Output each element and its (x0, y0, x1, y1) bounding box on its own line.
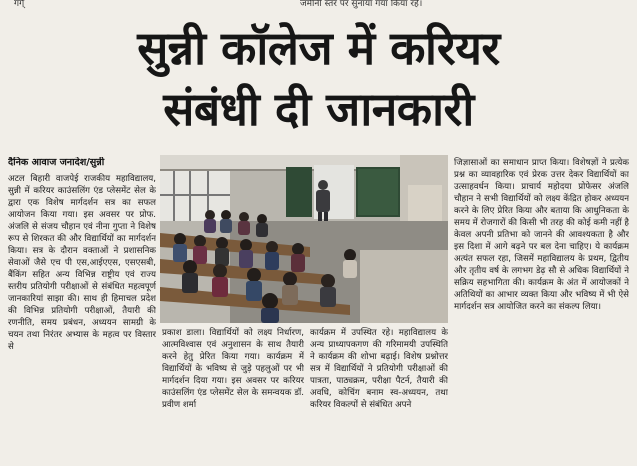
column-2-text: प्रकाश डाला। विद्यार्थियों को लक्ष्य निर्धारण, आत्मविश्वास एवं अनुशासन के साथ तैयारी करने हेतु प्रेरित किया गया। कार्यक्रम में विद्यार्थियों के भविष्य से जुड़े पहलुओं पर भी मार्गदर्शन दिया गया। इस अवसर पर करियर काउंसलिंग एंड प्लेसमेंट सेल के समन्वयक डॉ. प्रवीण शर्मा (162, 328, 304, 410)
column-1-text: अटल बिहारी वाजपेई राजकीय महाविद्यालय, सुन्नी में करियर काउंसलिंग एंड प्लेसमेंट सेल के द्वारा एक विशेष मार्गदर्शन सत्र का सफल आयोजन किया गया। इस अवसर पर प्रोफ. अंजलि से संजय चौहान एवं नीना गुप्ता ने विशेष रूप से शिरकत की और विद्यार्थियों का मार्गदर्शन किया। सत्र के दौरान वक्ताओं ने प्रशासनिक सेवाओं जैसे एच पी एस,आईएएस, एसएसबी, बैंकिंग सहित अन्य विभिन्न राष्ट्रीय एवं राज्य स्तरीय प्रतियोगी परीक्षाओं से संबंधित महत्वपूर्ण जानकारियां साझा की। साथ ही हिमाचल प्रदेश की विभिन्न प्रतियोगी परीक्षाओं, तैयारी की रणनीति, समय प्रबंधन, अध्ययन सामग्री के चयन तथा निरंतर अभ्यास के महत्व पर विस्तार से (8, 174, 156, 352)
article-column-2 (162, 327, 304, 466)
column-4-text: जिज्ञासाओं का समाधान प्राप्त किया। विशेषज्ञों ने प्रत्येक प्रश्न का व्यावहारिक एवं प्रेरक उत्तर देकर विद्यार्थियों का उत्साहवर्धन किया। प्राचार्य महोदया प्रोफेसर अंजलि चौहान ने सभी विद्यार्थियों को लक्ष्य केंद्रित होकर अध्ययन करने के लिए प्रेरित किया और बताया कि आधुनिकता के समय में रोजगारों की किसी भी तरह की कोई कमी नहीं है केवल अपनी प्रतिभा को जानने की आवश्यकता है और इस दिशा में आगे बढ़ने पर बल देना चाहिए। ये कार्यक्रम अत्यंत सफल रहा, जिसमें महाविद्यालय के प्रथम, द्वितीय और तृतीय वर्ष के लगभग डेढ़ सौ से अधिक विद्यार्थियों ने सक्रिय सहभागिता की। कार्यक्रम के अंत में आयोजकों ने अतिथियों का आभार व्यक्त किया और भविष्य में भी ऐसे मार्गदर्शन सत्र आयोजित करने का संकल्प लिया। (454, 158, 629, 312)
classroom-photo (160, 155, 448, 323)
article-column-1 (8, 157, 156, 466)
article-column-3 (310, 327, 448, 466)
headline-line-2: संबंधी दी जानकारी (163, 82, 474, 136)
previous-article-strip (0, 0, 637, 9)
dateline: दैनिक आवाज जनादेश/सुन्नी (8, 157, 105, 168)
previous-article-text-left: गर्ग् (14, 0, 25, 9)
previous-article-text-right: जमीनी स्तर पर सुनाया गया किया रहे। (300, 0, 423, 9)
classroom-photo-image (160, 155, 448, 323)
column-3-text: कार्यक्रम में उपस्थित रहे। महाविद्यालय के अन्य प्राध्यापकगण की गरिमामयी उपस्थिति ने कार्यक्रम की शोभा बढ़ाई। विशेष प्रश्नोत्तर सत्र में विद्यार्थियों ने प्रतियोगी परीक्षाओं की पात्रता, पाठ्यक्रम, परीक्षा पैटर्न, तैयारी की अवधि, कोचिंग बनाम स्व-अध्ययन, तथा करियर विकल्पों से संबंधित अपने (310, 328, 448, 410)
article-headline (10, 18, 627, 140)
article-column-4 (454, 157, 629, 466)
headline-line-1: सुन्नी कॉलेज में करियर (137, 21, 500, 75)
